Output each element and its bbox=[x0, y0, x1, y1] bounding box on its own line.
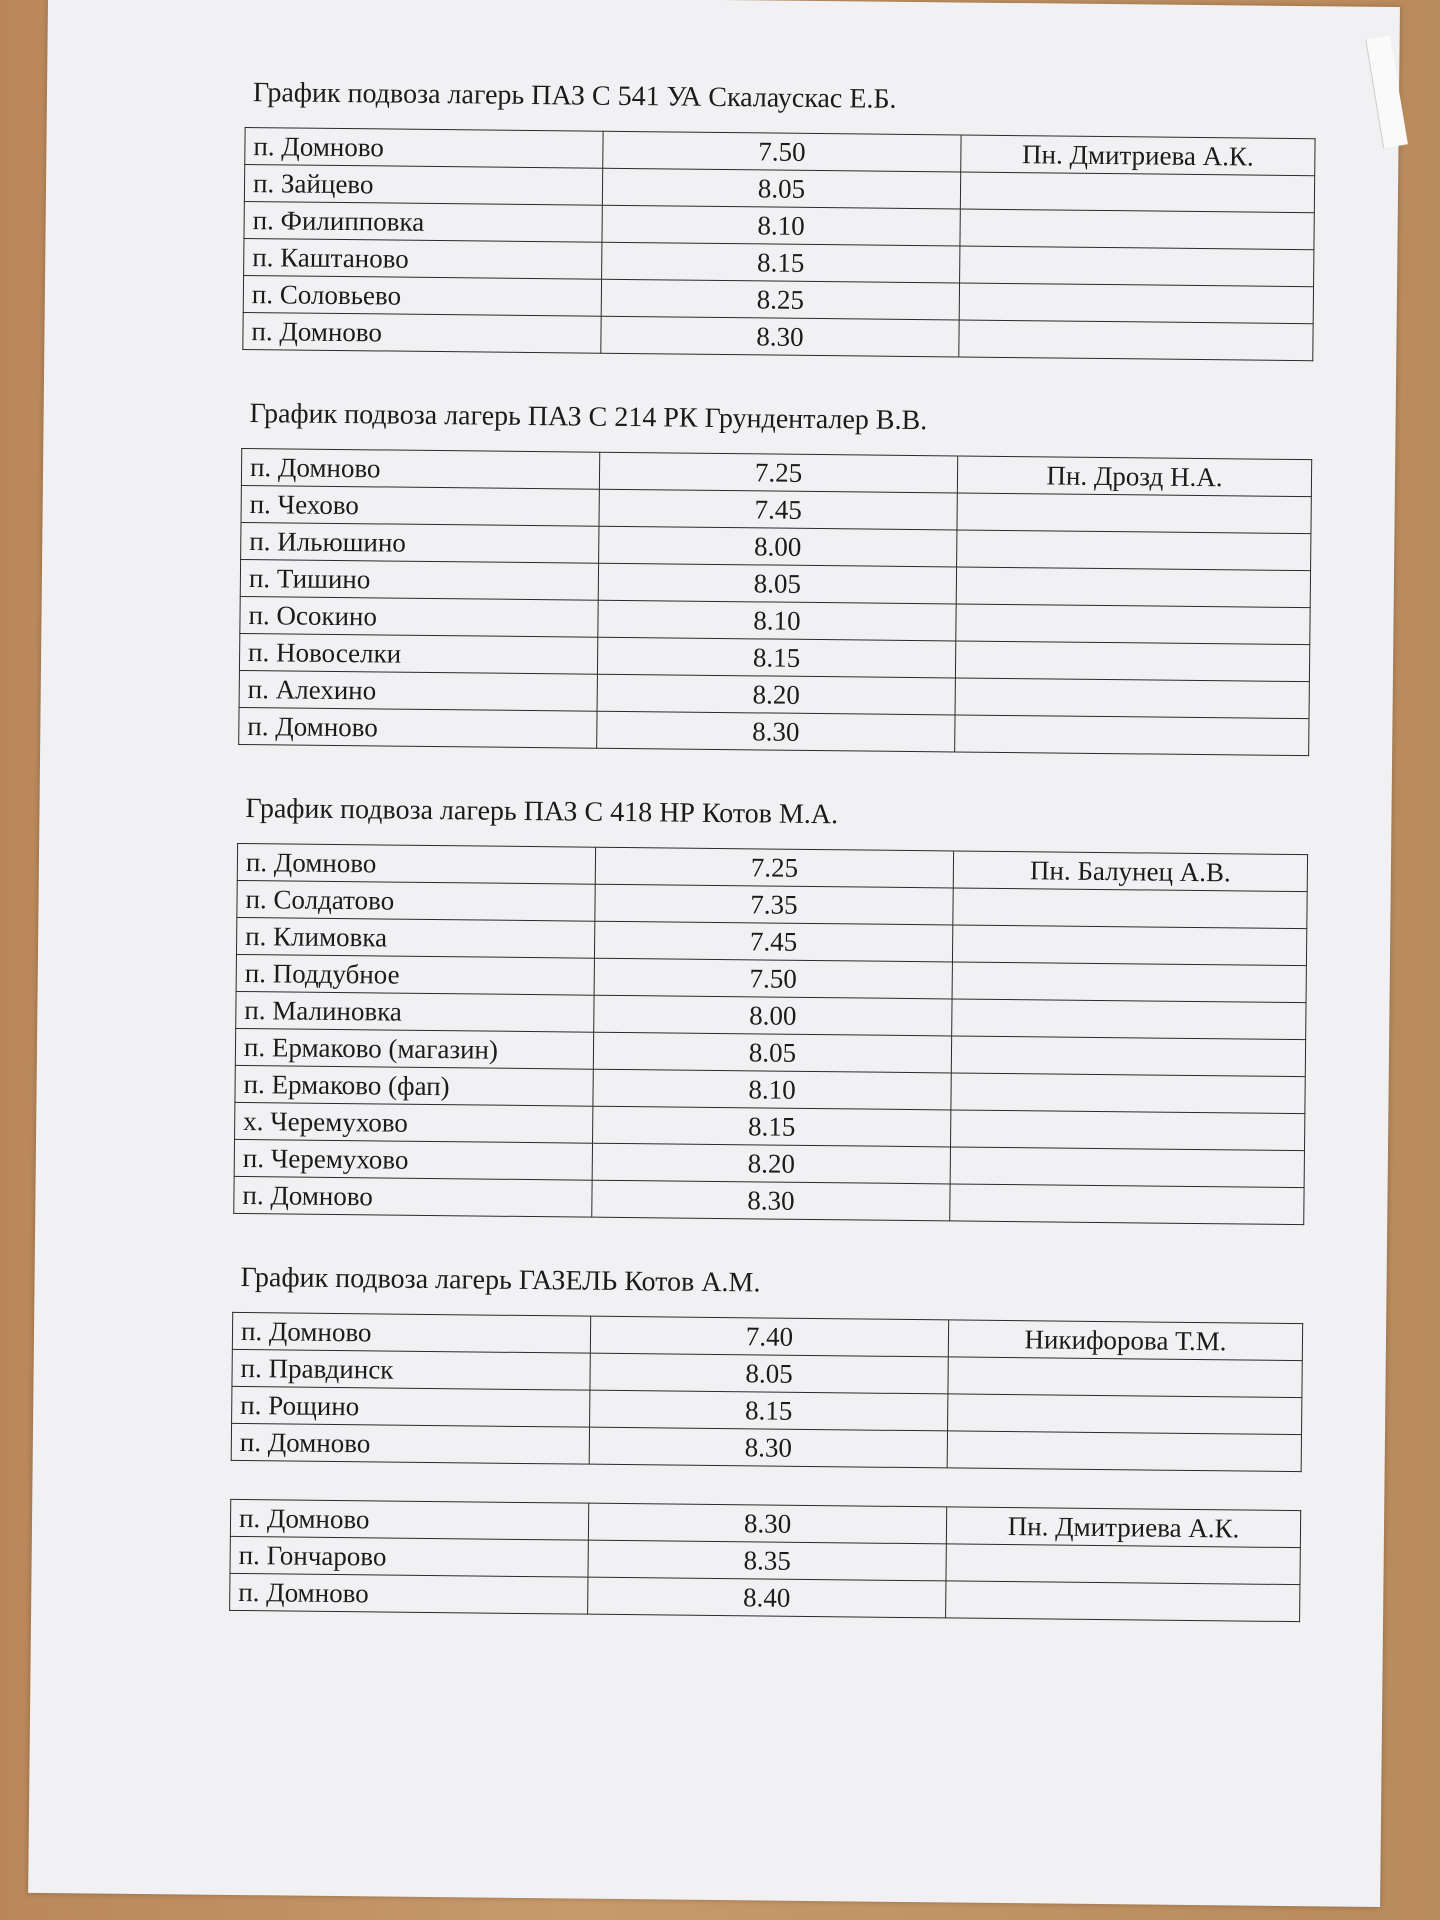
responsible-person-cell bbox=[946, 1581, 1300, 1622]
stop-name-cell: п. Домново bbox=[241, 448, 599, 489]
departure-time-cell: 8.05 bbox=[602, 168, 960, 209]
responsible-person-cell bbox=[955, 678, 1309, 719]
responsible-person-cell bbox=[959, 320, 1313, 361]
responsible-person-cell bbox=[956, 604, 1310, 645]
responsible-person-cell bbox=[955, 715, 1309, 756]
departure-time-cell: 7.50 bbox=[594, 958, 952, 999]
responsible-person-cell bbox=[959, 283, 1313, 324]
departure-time-cell: 8.30 bbox=[588, 1503, 946, 1544]
departure-time-cell: 8.05 bbox=[598, 563, 956, 604]
stop-name-cell: п. Ермаково (фап) bbox=[235, 1065, 593, 1106]
paper-corner bbox=[1365, 36, 1408, 149]
departure-time-cell: 7.50 bbox=[603, 131, 961, 172]
departure-time-cell: 7.45 bbox=[594, 921, 952, 962]
responsible-person-cell bbox=[955, 641, 1309, 682]
responsible-person-cell bbox=[951, 1073, 1305, 1114]
stop-name-cell: п. Черемухово bbox=[234, 1139, 592, 1180]
stop-name-cell: п. Алехино bbox=[239, 670, 597, 711]
responsible-person-cell bbox=[950, 1147, 1304, 1188]
departure-time-cell: 8.30 bbox=[592, 1180, 950, 1221]
stop-name-cell: п. Зайцево bbox=[244, 164, 602, 205]
departure-time-cell: 7.35 bbox=[595, 884, 953, 925]
stop-name-cell: п. Солдатово bbox=[237, 880, 595, 921]
schedule-table bbox=[231, 1312, 1304, 1472]
stop-name-cell: п. Домново bbox=[230, 1573, 588, 1614]
departure-time-cell: 8.00 bbox=[599, 526, 957, 567]
stop-name-cell: п. Рощино bbox=[232, 1386, 590, 1427]
responsible-person-cell bbox=[952, 925, 1306, 966]
stop-name-cell: п. Каштаново bbox=[244, 238, 602, 279]
responsible-person-cell: Никифорова Т.М. bbox=[948, 1320, 1302, 1361]
departure-time-cell: 8.40 bbox=[588, 1577, 946, 1618]
stop-name-cell: п. Домново bbox=[239, 707, 597, 748]
stop-name-cell: п. Климовка bbox=[236, 917, 594, 958]
responsible-person-cell bbox=[957, 530, 1311, 571]
departure-time-cell: 7.25 bbox=[599, 452, 957, 493]
departure-time-cell: 8.20 bbox=[592, 1143, 950, 1184]
departure-time-cell: 8.15 bbox=[602, 242, 960, 283]
stop-name-cell: п. Поддубное bbox=[236, 954, 594, 995]
responsible-person-cell bbox=[952, 962, 1306, 1003]
responsible-person-cell bbox=[951, 1110, 1305, 1151]
stop-name-cell: п. Домново bbox=[245, 127, 603, 168]
departure-time-cell: 8.35 bbox=[588, 1540, 946, 1581]
responsible-person-cell bbox=[951, 1036, 1305, 1077]
responsible-person-cell bbox=[953, 888, 1307, 929]
stop-name-cell: п. Новоселки bbox=[239, 633, 597, 674]
stop-name-cell: п. Домново bbox=[232, 1312, 590, 1353]
stop-name-cell: п. Ильюшино bbox=[241, 522, 599, 563]
schedule-table bbox=[229, 1499, 1301, 1622]
schedule-section bbox=[233, 793, 1317, 1225]
departure-time-cell: 8.10 bbox=[598, 600, 956, 641]
departure-time-cell: 7.45 bbox=[599, 489, 957, 530]
section-title: График подвоза лагерь ГАЗЕЛЬ Котов А.М. bbox=[240, 1262, 761, 1299]
responsible-person-cell bbox=[960, 209, 1314, 250]
schedule-table bbox=[242, 127, 1315, 361]
schedule-section bbox=[238, 398, 1322, 756]
departure-time-cell: 7.25 bbox=[595, 847, 953, 888]
responsible-person-cell: Пн. Балунец А.В. bbox=[953, 851, 1307, 892]
departure-time-cell: 8.10 bbox=[593, 1069, 951, 1110]
responsible-person-cell: Пн. Дрозд Н.А. bbox=[957, 456, 1311, 497]
paper-sheet bbox=[28, 0, 1400, 1907]
departure-time-cell: 8.05 bbox=[590, 1353, 948, 1394]
responsible-person-cell bbox=[957, 493, 1311, 534]
departure-time-cell: 8.20 bbox=[597, 674, 955, 715]
responsible-person-cell bbox=[950, 1184, 1304, 1225]
departure-time-cell: 8.00 bbox=[594, 995, 952, 1036]
departure-time-cell: 8.10 bbox=[602, 205, 960, 246]
schedule-section bbox=[242, 77, 1325, 361]
responsible-person-cell bbox=[948, 1394, 1302, 1435]
stop-name-cell: п. Гончарово bbox=[230, 1536, 588, 1577]
schedule-table bbox=[233, 843, 1308, 1225]
section-title: График подвоза лагерь ПАЗ С 214 РК Грунденталер В.В. bbox=[249, 398, 928, 437]
stop-name-cell: п. Домново bbox=[234, 1176, 592, 1217]
stop-name-cell: п. Малиновка bbox=[236, 991, 594, 1032]
departure-time-cell: 8.15 bbox=[597, 637, 955, 678]
schedule-table bbox=[238, 448, 1312, 756]
stop-name-cell: п. Филипповка bbox=[244, 201, 602, 242]
stop-name-cell: х. Черемухово bbox=[235, 1102, 593, 1143]
departure-time-cell: 8.30 bbox=[597, 711, 955, 752]
responsible-person-cell bbox=[952, 999, 1306, 1040]
departure-time-cell: 8.30 bbox=[589, 1427, 947, 1468]
stop-name-cell: п. Соловьево bbox=[243, 275, 601, 316]
responsible-person-cell bbox=[956, 567, 1310, 608]
stop-name-cell: п. Домново bbox=[230, 1499, 588, 1540]
departure-time-cell: 8.05 bbox=[593, 1032, 951, 1073]
departure-time-cell: 8.25 bbox=[601, 279, 959, 320]
responsible-person-cell bbox=[947, 1431, 1301, 1472]
stop-name-cell: п. Домново bbox=[243, 312, 601, 353]
schedule-section bbox=[229, 1499, 1310, 1622]
stop-name-cell: п. Тишино bbox=[240, 559, 598, 600]
stop-name-cell: п. Домново bbox=[237, 843, 595, 884]
departure-time-cell: 8.15 bbox=[593, 1106, 951, 1147]
stop-name-cell: п. Правдинск bbox=[232, 1349, 590, 1390]
section-title: График подвоза лагерь ПАЗ С 418 НР Котов М.А. bbox=[245, 793, 839, 831]
stop-name-cell: п. Домново bbox=[231, 1423, 589, 1464]
stop-name-cell: п. Чехово bbox=[241, 485, 599, 526]
stop-name-cell: п. Осокино bbox=[240, 596, 598, 637]
responsible-person-cell: Пн. Дмитриева А.К. bbox=[946, 1507, 1300, 1548]
schedule-section bbox=[231, 1262, 1313, 1472]
responsible-person-cell bbox=[960, 246, 1314, 287]
responsible-person-cell bbox=[946, 1544, 1300, 1585]
section-title: График подвоза лагерь ПАЗ С 541 УА Скалаускас Е.Б. bbox=[252, 77, 897, 115]
responsible-person-cell bbox=[960, 172, 1314, 213]
responsible-person-cell: Пн. Дмитриева А.К. bbox=[961, 135, 1315, 176]
schedule-document bbox=[229, 77, 1326, 1670]
stop-name-cell: п. Ермаково (магазин) bbox=[235, 1028, 593, 1069]
responsible-person-cell bbox=[948, 1357, 1302, 1398]
departure-time-cell: 8.30 bbox=[601, 316, 959, 357]
departure-time-cell: 7.40 bbox=[590, 1316, 948, 1357]
departure-time-cell: 8.15 bbox=[590, 1390, 948, 1431]
